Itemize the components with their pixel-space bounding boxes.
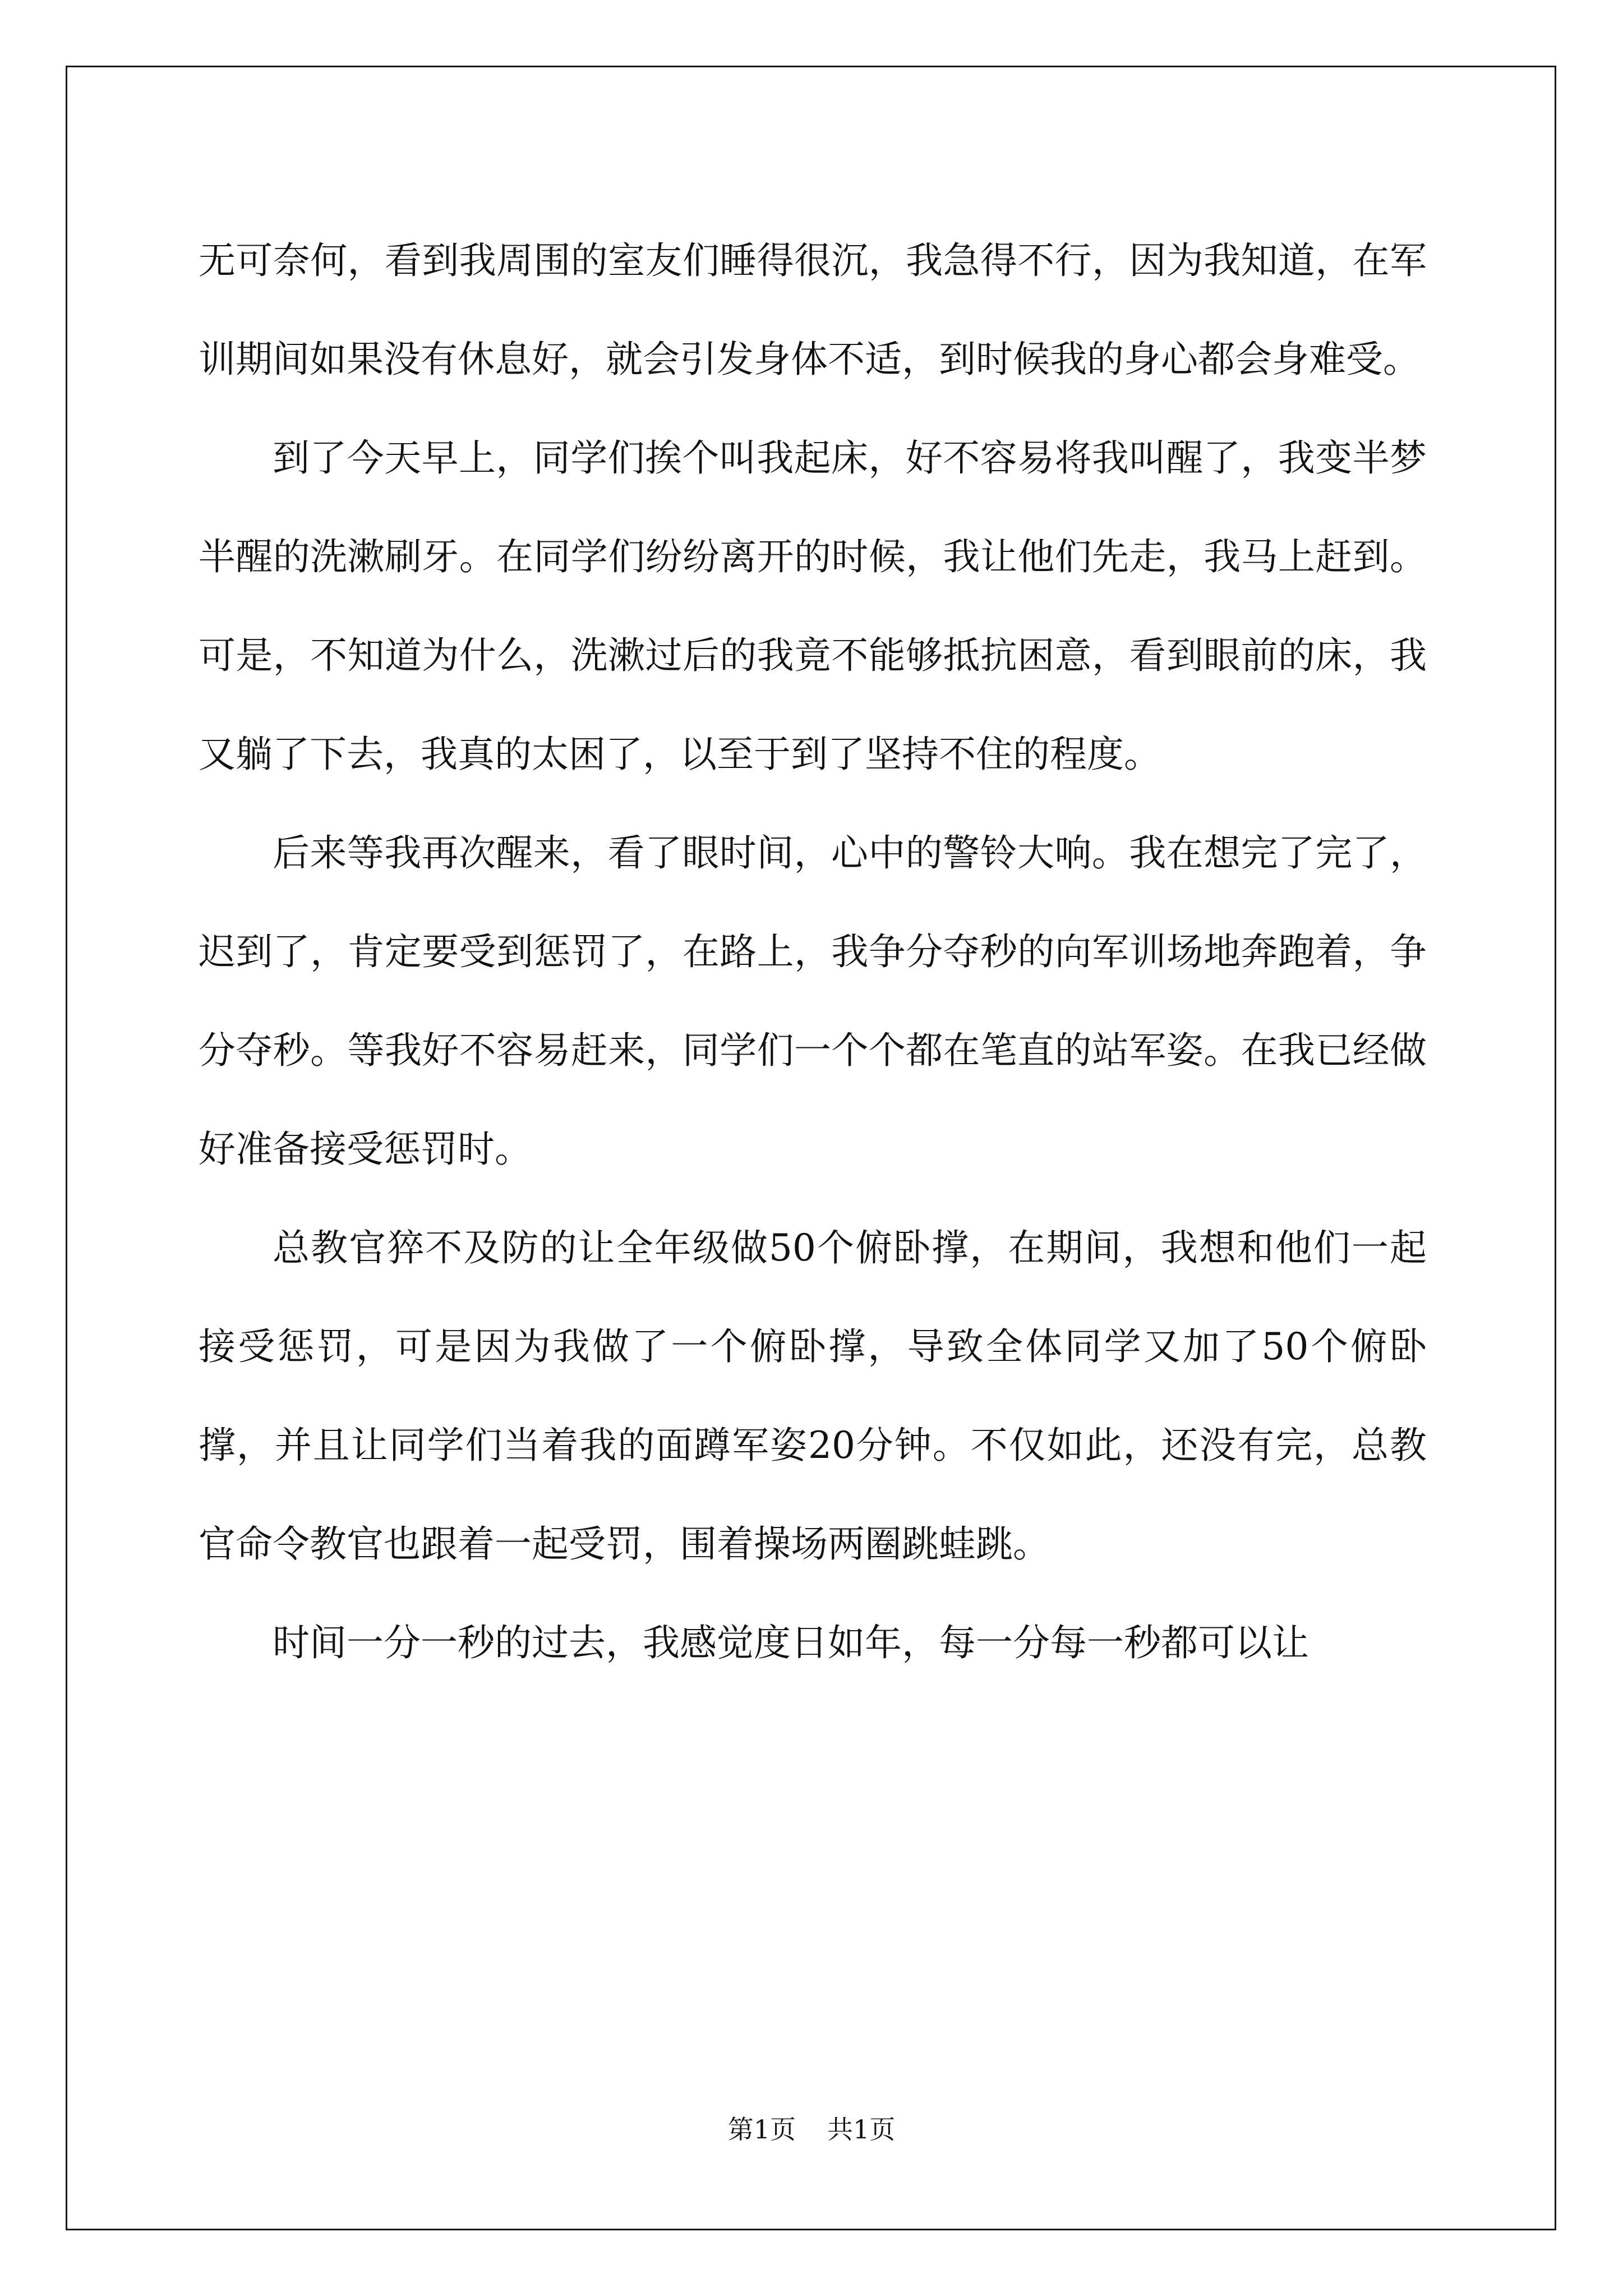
page-total: 共1页 (827, 2114, 896, 2145)
paragraph: 到了今天早上，同学们挨个叫我起床，好不容易将我叫醒了，我变半梦半醒的洗漱刷牙。在同学们纷纷离开的时候，我让他们先走，我马上赶到。可是，不知道为什么，洗漱过后的我竟不能够抵抗困意，看到眼前的床，我又躺了下去，我真的太困了，以至于到了坚持不住的程度。 (199, 436, 1427, 776)
page-number: 第1页 (727, 2114, 796, 2145)
page-footer (0, 2109, 1623, 2146)
paragraph: 时间一分一秒的过去，我感觉度日如年，每一分每一秒都可以让 (273, 1621, 1309, 1664)
paragraph: 后来等我再次醒来，看了眼时间，心中的警铃大响。我在想完了完了，迟到了，肯定要受到惩罚了，在路上，我争分夺秒的向军训场地奔跑着，争分夺秒。等我好不容易赶来，同学们一个个都在笔直的站军姿。在我已经做好准备接受惩罚时。 (199, 831, 1427, 1171)
paragraph: 总教官猝不及防的让全年级做50个俯卧撑，在期间，我想和他们一起接受惩罚，可是因为我做了一个俯卧撑，导致全体同学又加了50个俯卧撑，并且让同学们当着我的面蹲军姿20分钟。不仅如此，还没有完，总教官命令教官也跟着一起受罚，围着操场两圈跳蛙跳。 (199, 1226, 1427, 1566)
document-body (199, 211, 1427, 1692)
paragraph: 无可奈何，看到我周围的室友们睡得很沉，我急得不行，因为我知道，在军训期间如果没有休息好，就会引发身体不适，到时候我的身心都会身难受。 (199, 239, 1427, 381)
